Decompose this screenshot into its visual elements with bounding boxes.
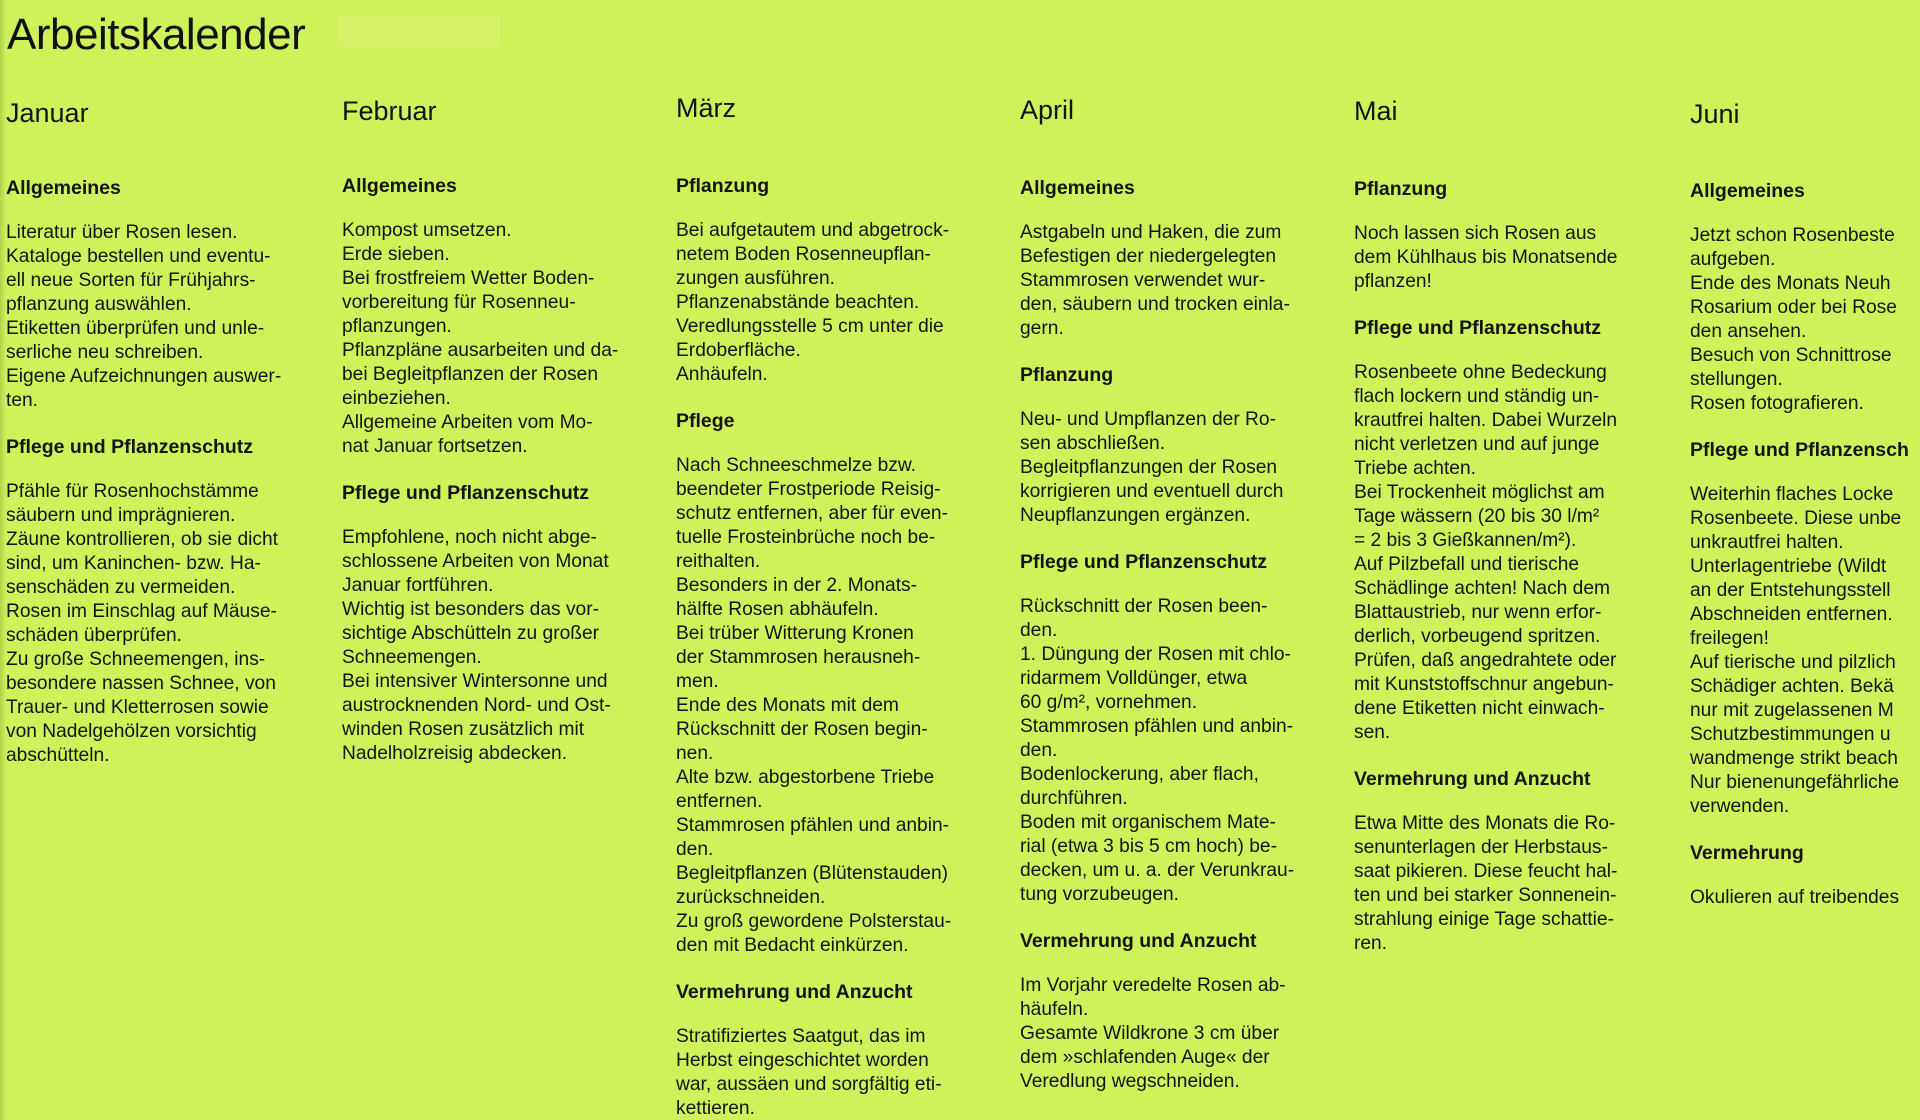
section-title: Vermehrung bbox=[1690, 842, 1804, 864]
text-line: Im Vorjahr veredelte Rosen ab- bbox=[1020, 975, 1286, 996]
section-title: Pflanzung bbox=[676, 175, 770, 197]
text-line: Alte bzw. abgestorbene Triebe bbox=[676, 767, 935, 788]
text-line: Prüfen, daß angedrahtete oder bbox=[1354, 650, 1617, 671]
text-line: Pfähle für Rosenhochstämme bbox=[6, 481, 259, 502]
text-line: Januar fortführen. bbox=[342, 575, 494, 596]
section-title: Pflege und Pflanzenschutz bbox=[1354, 317, 1602, 339]
text-line: tuelle Frosteinbrüche noch be- bbox=[676, 527, 936, 548]
text-line: Begleitpflanzungen der Rosen bbox=[1020, 457, 1278, 478]
text-line: tung vorzubeugen. bbox=[1020, 884, 1179, 905]
text-line: den mit Bedacht einkürzen. bbox=[676, 935, 909, 956]
text-line: der Stammrosen herausneh- bbox=[676, 647, 921, 668]
text-line: Unterlagentriebe (Wildt bbox=[1690, 556, 1887, 577]
text-line: krautfrei halten. Dabei Wurzeln bbox=[1354, 410, 1618, 431]
section-title: Vermehrung und Anzucht bbox=[1020, 930, 1257, 952]
text-line: Wichtig ist besonders das vor- bbox=[342, 599, 599, 620]
text-line: Besuch von Schnittrose bbox=[1690, 345, 1892, 366]
text-line: freilegen! bbox=[1690, 628, 1769, 649]
text-line: dem »schlafenden Auge« der bbox=[1020, 1047, 1270, 1068]
text-line: Tage wässern (20 bis 30 l/m² bbox=[1354, 506, 1600, 527]
text-line: aufgeben. bbox=[1690, 249, 1776, 270]
text-line: pflanzungen. bbox=[342, 316, 452, 337]
text-line: Erdoberfläche. bbox=[676, 340, 801, 361]
text-line: Bei frostfreiem Wetter Boden- bbox=[342, 268, 595, 289]
text-line: Kataloge bestellen und eventu- bbox=[6, 246, 271, 267]
text-line: Rosen fotografieren. bbox=[1690, 393, 1864, 414]
text-line: Neu- und Umpflanzen der Ro- bbox=[1020, 409, 1276, 430]
text-line: den ansehen. bbox=[1690, 321, 1807, 342]
text-line: nen. bbox=[676, 743, 714, 764]
text-line: Zu große Schneemengen, ins- bbox=[6, 649, 266, 670]
section bbox=[6, 176, 324, 413]
section-title: Pflege und Pflanzenschutz bbox=[6, 436, 254, 458]
section-title: Vermehrung und Anzucht bbox=[1354, 768, 1591, 790]
section bbox=[342, 481, 660, 766]
text-line: Allgemeine Arbeiten vom Mo- bbox=[342, 412, 593, 433]
month-heading: Mai bbox=[1354, 96, 1398, 126]
text-line: Etwa Mitte des Monats die Ro- bbox=[1354, 813, 1616, 834]
text-line: Pflanzpläne ausarbeiten und da- bbox=[342, 340, 619, 361]
text-line: Neupflanzungen ergänzen. bbox=[1020, 505, 1251, 526]
month-body bbox=[342, 174, 660, 788]
text-line: Triebe achten. bbox=[1354, 458, 1476, 479]
section bbox=[676, 980, 994, 1120]
text-line: Rosenbeete. Diese unbe bbox=[1690, 508, 1902, 529]
text-line: ridarmem Volldünger, etwa bbox=[1020, 668, 1248, 689]
text-line: dem Kühlhaus bis Monatsende bbox=[1354, 247, 1618, 268]
section-title: Pflege und Pflanzenschutz bbox=[342, 482, 590, 504]
text-line: den. bbox=[1020, 620, 1058, 641]
text-line: hälfte Rosen abhäufeln. bbox=[676, 599, 879, 620]
text-line: Rückschnitt der Rosen begin- bbox=[676, 719, 928, 740]
text-line: schutz entfernen, aber für even- bbox=[676, 503, 948, 524]
text-line: Rosenbeete ohne Bedeckung bbox=[1354, 362, 1607, 383]
text-line: Besonders in der 2. Monats- bbox=[676, 575, 918, 596]
text-line: pflanzen! bbox=[1354, 271, 1432, 292]
text-line: gern. bbox=[1020, 318, 1064, 339]
section bbox=[1354, 767, 1672, 956]
section-title: Pflege bbox=[676, 410, 735, 432]
month-body bbox=[1690, 179, 1920, 932]
text-line: korrigieren und eventuell durch bbox=[1020, 481, 1284, 502]
text-line: zurückschneiden. bbox=[676, 887, 826, 908]
text-line: bei Begleitpflanzen der Rosen bbox=[342, 364, 599, 385]
text-line: Veredlung wegschneiden. bbox=[1020, 1071, 1240, 1092]
text-line: nicht verletzen und auf junge bbox=[1354, 434, 1600, 455]
text-line: mit Kunststoffschnur angebun- bbox=[1354, 674, 1614, 695]
month-heading: Juni bbox=[1690, 99, 1740, 129]
text-line: den, säubern und trocken einla- bbox=[1020, 294, 1290, 315]
text-line: Bei aufgetautem und abgetrock- bbox=[676, 220, 950, 241]
text-line: men. bbox=[676, 671, 719, 692]
text-line: dene Etiketten nicht einwach- bbox=[1354, 698, 1605, 719]
month-body bbox=[1020, 176, 1338, 1116]
text-line: Nur bienenungefährliche bbox=[1690, 772, 1900, 793]
text-line: den. bbox=[1020, 740, 1058, 761]
section bbox=[1020, 176, 1338, 341]
text-line: Nach Schneeschmelze bzw. bbox=[676, 455, 916, 476]
text-line: durchführen. bbox=[1020, 788, 1128, 809]
text-line: ren. bbox=[1354, 933, 1388, 954]
text-line: Empfohlene, noch nicht abge- bbox=[342, 527, 597, 548]
text-line: Begleitpflanzen (Blütenstauden) bbox=[676, 863, 949, 884]
text-line: Auf tierische und pilzlich bbox=[1690, 652, 1896, 673]
text-line: sichtige Abschütteln zu großer bbox=[342, 623, 600, 644]
text-line: saat pikieren. Diese feucht hal- bbox=[1354, 861, 1618, 882]
section-title: Pflanzung bbox=[1354, 178, 1448, 200]
text-line: Bei intensiver Wintersonne und bbox=[342, 671, 608, 692]
text-line: Herbst eingeschichtet worden bbox=[676, 1050, 929, 1071]
section bbox=[1354, 316, 1672, 745]
text-line: nat Januar fortsetzen. bbox=[342, 436, 528, 457]
text-line: vorbereitung für Rosenneu- bbox=[342, 292, 576, 313]
text-line: Noch lassen sich Rosen aus bbox=[1354, 223, 1597, 244]
section-title: Pflege und Pflanzensch bbox=[1690, 439, 1909, 461]
month-body bbox=[1354, 177, 1672, 978]
section bbox=[676, 174, 994, 387]
text-line: war, aussäen und sorgfältig eti- bbox=[676, 1074, 942, 1095]
text-line: Etiketten überprüfen und unle- bbox=[6, 318, 265, 339]
section bbox=[6, 435, 324, 768]
text-line: Bei trüber Witterung Kronen bbox=[676, 623, 914, 644]
text-line: Veredlungsstelle 5 cm unter die bbox=[676, 316, 944, 337]
section bbox=[1354, 177, 1672, 294]
text-line: von Nadelgehölzen vorsichtig bbox=[6, 721, 257, 742]
text-line: senunterlagen der Herbstaus- bbox=[1354, 837, 1608, 858]
month-body bbox=[676, 174, 994, 1120]
text-line: flach lockern und ständig un- bbox=[1354, 386, 1600, 407]
text-line: pflanzung auswählen. bbox=[6, 294, 192, 315]
text-line: Stammrosen pfählen und anbin- bbox=[1020, 716, 1294, 737]
text-line: Schutzbestimmungen u bbox=[1690, 724, 1891, 745]
text-line: verwenden. bbox=[1690, 796, 1790, 817]
text-line: Bei Trockenheit möglichst am bbox=[1354, 482, 1605, 503]
text-line: häufeln. bbox=[1020, 999, 1089, 1020]
text-line: ten und bei starker Sonnenein- bbox=[1354, 885, 1617, 906]
text-line: schlossene Arbeiten von Monat bbox=[342, 551, 609, 572]
text-line: den. bbox=[676, 839, 714, 860]
text-line: Eigene Aufzeichnungen auswer- bbox=[6, 366, 282, 387]
text-line: Pflanzenabstände beachten. bbox=[676, 292, 920, 313]
text-line: = 2 bis 3 Gießkannen/m²). bbox=[1354, 530, 1577, 551]
month-heading: März bbox=[676, 93, 736, 123]
section-title: Allgemeines bbox=[1020, 177, 1135, 199]
section bbox=[1690, 841, 1920, 910]
text-line: 1. Düngung der Rosen mit chlo- bbox=[1020, 644, 1291, 665]
text-line: Jetzt schon Rosenbeste bbox=[1690, 225, 1895, 246]
text-line: entfernen. bbox=[676, 791, 763, 812]
text-line: an der Entstehungsstell bbox=[1690, 580, 1891, 601]
text-line: Abschneiden entfernen. bbox=[1690, 604, 1893, 625]
section-title: Allgemeines bbox=[6, 177, 121, 199]
text-line: Nadelholzreisig abdecken. bbox=[342, 743, 568, 764]
text-line: Anhäufeln. bbox=[676, 364, 768, 385]
text-line: Zäune kontrollieren, ob sie dicht bbox=[6, 529, 278, 550]
text-line: kettieren. bbox=[676, 1098, 755, 1119]
text-line: Weiterhin flaches Locke bbox=[1690, 484, 1894, 505]
section bbox=[342, 174, 660, 459]
text-line: reithalten. bbox=[676, 551, 761, 572]
text-line: stellungen. bbox=[1690, 369, 1783, 390]
text-line: Kompost umsetzen. bbox=[342, 220, 512, 241]
section bbox=[1690, 438, 1920, 819]
text-line: Schädiger achten. Bekä bbox=[1690, 676, 1894, 697]
month-heading: Januar bbox=[6, 98, 89, 128]
text-line: 60 g/m², vornehmen. bbox=[1020, 692, 1198, 713]
text-line: Rosarium oder bei Rose bbox=[1690, 297, 1897, 318]
text-line: Schädlinge achten! Nach dem bbox=[1354, 578, 1610, 599]
text-line: Literatur über Rosen lesen. bbox=[6, 222, 238, 243]
page-title: Arbeitskalender bbox=[7, 10, 306, 59]
text-line: ell neue Sorten für Frühjahrs- bbox=[6, 270, 256, 291]
text-line: abschütteln. bbox=[6, 745, 110, 766]
text-line: rial (etwa 3 bis 5 cm hoch) be- bbox=[1020, 836, 1277, 857]
text-line: zungen ausführen. bbox=[676, 268, 835, 289]
month-heading: Februar bbox=[342, 96, 437, 126]
text-line: einbeziehen. bbox=[342, 388, 451, 409]
section-title: Vermehrung und Anzucht bbox=[676, 981, 913, 1003]
section-title: Allgemeines bbox=[1690, 180, 1805, 202]
text-line: schäden überprüfen. bbox=[6, 625, 183, 646]
text-line: netem Boden Rosenneupflan- bbox=[676, 244, 931, 265]
section bbox=[1020, 550, 1338, 907]
text-line: nur mit zugelassenen M bbox=[1690, 700, 1894, 721]
text-line: Erde sieben. bbox=[342, 244, 450, 265]
text-line: senschäden zu vermeiden. bbox=[6, 577, 236, 598]
month-body bbox=[6, 176, 324, 790]
text-line: Stammrosen pfählen und anbin- bbox=[676, 815, 950, 836]
text-line: wandmenge strikt beach bbox=[1690, 748, 1898, 769]
text-line: Rosen im Einschlag auf Mäuse- bbox=[6, 601, 277, 622]
text-line: Blattaustrieb, nur wenn erfor- bbox=[1354, 602, 1602, 623]
tape-mark bbox=[338, 16, 500, 46]
text-line: beendeter Frostperiode Reisig- bbox=[676, 479, 941, 500]
section-title: Allgemeines bbox=[342, 175, 457, 197]
text-line: austrocknenden Nord- und Ost- bbox=[342, 695, 611, 716]
text-line: ten. bbox=[6, 390, 39, 411]
text-line: Zu groß gewordene Polsterstau- bbox=[676, 911, 952, 932]
text-line: sen abschließen. bbox=[1020, 433, 1166, 454]
text-line: Ende des Monats Neuh bbox=[1690, 273, 1891, 294]
section-title: Pflege und Pflanzenschutz bbox=[1020, 551, 1268, 573]
section bbox=[1690, 179, 1920, 416]
section bbox=[1020, 929, 1338, 1094]
text-line: Befestigen der niedergelegten bbox=[1020, 246, 1277, 267]
text-line: Trauer- und Kletterrosen sowie bbox=[6, 697, 269, 718]
text-line: strahlung einige Tage schattie- bbox=[1354, 909, 1614, 930]
text-line: Stammrosen verwendet wur- bbox=[1020, 270, 1266, 291]
text-line: sind, um Kaninchen- bzw. Ha- bbox=[6, 553, 261, 574]
section bbox=[676, 409, 994, 958]
text-line: Astgabeln und Haken, die zum bbox=[1020, 222, 1282, 243]
text-line: Stratifiziertes Saatgut, das im bbox=[676, 1026, 926, 1047]
text-line: Bodenlockerung, aber flach, bbox=[1020, 764, 1259, 785]
text-line: sen. bbox=[1354, 722, 1391, 743]
text-line: Rückschnitt der Rosen been- bbox=[1020, 596, 1268, 617]
month-heading: April bbox=[1020, 95, 1075, 125]
text-line: winden Rosen zusätzlich mit bbox=[342, 719, 585, 740]
text-line: säubern und imprägnieren. bbox=[6, 505, 236, 526]
text-line: Gesamte Wildkrone 3 cm über bbox=[1020, 1023, 1280, 1044]
section bbox=[1020, 363, 1338, 528]
text-line: Ende des Monats mit dem bbox=[676, 695, 899, 716]
text-line: besondere nassen Schnee, von bbox=[6, 673, 276, 694]
text-line: Boden mit organischem Mate- bbox=[1020, 812, 1276, 833]
section-title: Pflanzung bbox=[1020, 364, 1114, 386]
text-line: Schneemengen. bbox=[342, 647, 482, 668]
text-line: decken, um u. a. der Verunkrau- bbox=[1020, 860, 1295, 881]
text-line: unkrautfrei halten. bbox=[1690, 532, 1844, 553]
text-line: serliche neu schreiben. bbox=[6, 342, 204, 363]
text-line: Okulieren auf treibendes bbox=[1690, 887, 1900, 908]
text-line: Auf Pilzbefall und tierische bbox=[1354, 554, 1580, 575]
text-line: derlich, vorbeugend spritzen. bbox=[1354, 626, 1601, 647]
